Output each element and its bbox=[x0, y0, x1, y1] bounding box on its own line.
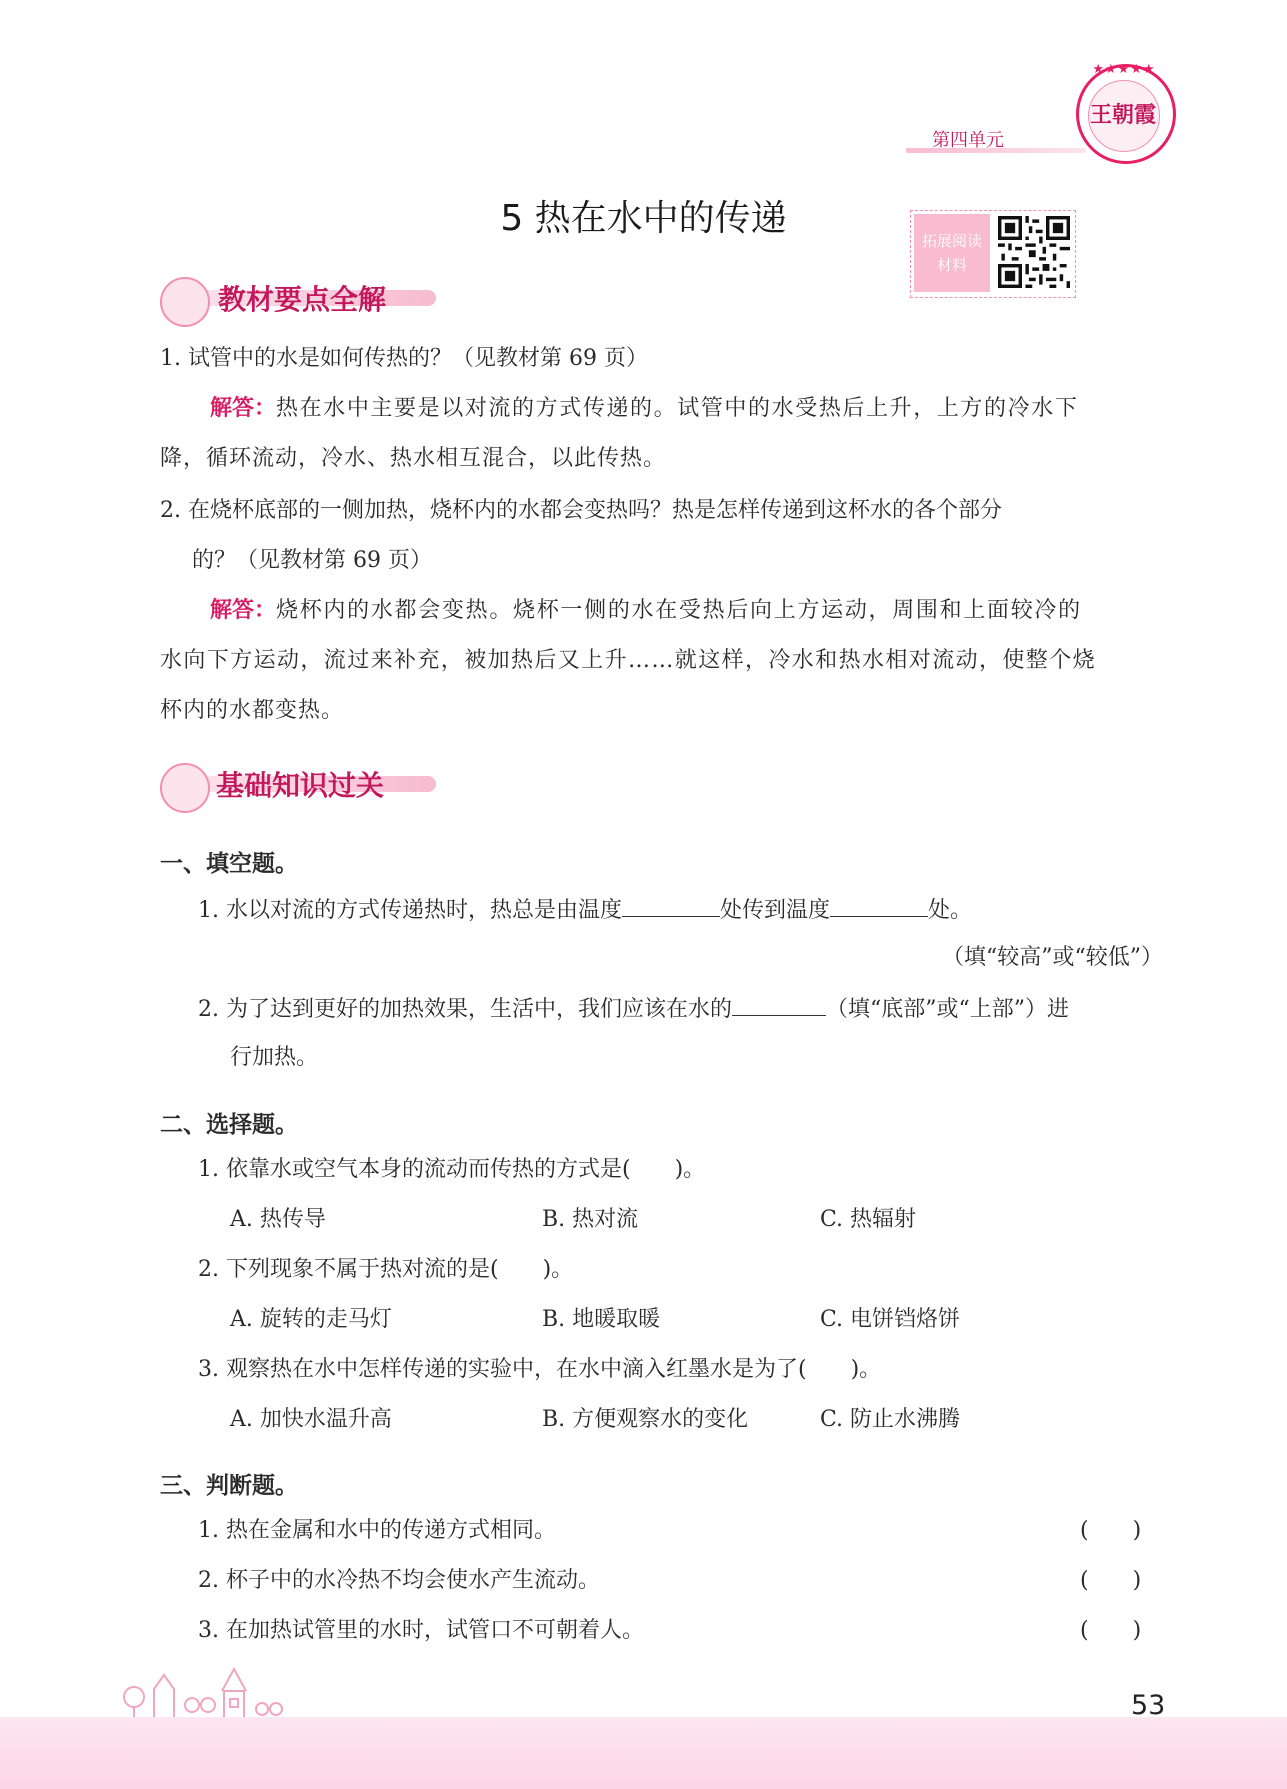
answer-1-line-2: 降，循环流动，冷水、热水相互混合，以此传热。 bbox=[160, 446, 667, 471]
choice-option[interactable]: A. 旋转的走马灯 bbox=[230, 1307, 392, 1332]
fill-question-2 bbox=[198, 993, 1069, 1025]
choice-option[interactable]: C. 防止水沸腾 bbox=[820, 1407, 961, 1432]
unit-label: 第四单元 bbox=[932, 130, 1004, 151]
lesson-title: 5 热在水中的传递 bbox=[500, 198, 787, 239]
fill-question-1 bbox=[198, 894, 972, 926]
judge-item-2: 2. 杯子中的水冷热不均会使水产生流动。 bbox=[198, 1568, 600, 1593]
fill-question-1-hint: （填“较高”或“较低”） bbox=[942, 945, 1163, 970]
choice-heading: 二、选择题。 bbox=[160, 1112, 298, 1138]
judge-item-1: 1. 热在金属和水中的传递方式相同。 bbox=[198, 1518, 556, 1543]
question-1: 1. 试管中的水是如何传热的？（见教材第 69 页） bbox=[160, 346, 648, 371]
section-title-basics: 基础知识过关 bbox=[216, 769, 385, 802]
answer-blank[interactable] bbox=[830, 894, 928, 917]
girl-icon bbox=[160, 763, 210, 813]
fill-question-2-cont: 行加热。 bbox=[230, 1045, 319, 1070]
fill-q2-part-b: （填“底部”或“上部”）进 bbox=[826, 997, 1069, 1022]
qr-label: 拓展阅读材料 bbox=[914, 214, 990, 292]
choice-option[interactable]: C. 电饼铛烙饼 bbox=[820, 1307, 961, 1332]
fill-q1-part-c: 处。 bbox=[928, 898, 973, 923]
owl-icon bbox=[160, 277, 210, 327]
choice-option[interactable]: B. 热对流 bbox=[542, 1207, 639, 1232]
section-title-textbook: 教材要点全解 bbox=[218, 283, 387, 316]
choice-option[interactable]: A. 加快水温升高 bbox=[230, 1407, 392, 1432]
choice-option[interactable]: A. 热传导 bbox=[230, 1207, 326, 1232]
answer-label: 解答： bbox=[210, 598, 277, 623]
fill-q1-part-a: 1. 水以对流的方式传递热时，热总是由温度 bbox=[198, 898, 622, 923]
fill-heading: 一、填空题。 bbox=[160, 851, 298, 877]
choice-question-3: 3. 观察热在水中怎样传递的实验中，在水中滴入红墨水是为了( )。 bbox=[198, 1357, 882, 1382]
choice-question-1: 1. 依靠水或空气本身的流动而传热的方式是( )。 bbox=[198, 1157, 706, 1182]
question-2-line-2: 的？（见教材第 69 页） bbox=[192, 548, 432, 573]
choice-option[interactable]: C. 热辐射 bbox=[820, 1207, 917, 1232]
choice-option[interactable]: B. 方便观察水的变化 bbox=[542, 1407, 749, 1432]
answer-2-text: 烧杯内的水都会变热。烧杯一侧的水在受热后向上方运动，周围和上面较冷的 bbox=[276, 598, 1082, 623]
page-number: 53 bbox=[1131, 1690, 1166, 1721]
answer-2-line-2: 水向下方运动，流过来补充，被加热后又上升……就这样，冷水和热水相对流动，使整个烧 bbox=[160, 648, 1097, 673]
fill-q2-part-a: 2. 为了达到更好的加热效果，生活中，我们应该在水的 bbox=[198, 997, 732, 1022]
choice-option[interactable]: B. 地暖取暖 bbox=[542, 1307, 661, 1332]
answer-2-line-1 bbox=[210, 596, 1082, 626]
answer-1-text: 热在水中主要是以对流的方式传递的。试管中的水受热后上升，上方的冷水下 bbox=[276, 396, 1079, 421]
answer-1-line-1 bbox=[210, 394, 1078, 424]
castle-decoration-icon bbox=[120, 1655, 310, 1717]
star-icon: ★★★★★ bbox=[1092, 62, 1156, 77]
judge-paren[interactable]: ( ) bbox=[1080, 1518, 1142, 1543]
choice-question-2: 2. 下列现象不属于热对流的是( )。 bbox=[198, 1257, 574, 1282]
answer-blank[interactable] bbox=[622, 894, 720, 917]
fill-q1-part-b: 处传到温度 bbox=[720, 898, 831, 923]
footer-band bbox=[0, 1717, 1287, 1789]
judge-paren[interactable]: ( ) bbox=[1080, 1568, 1142, 1593]
answer-blank[interactable] bbox=[732, 993, 826, 1016]
judge-heading: 三、判断题。 bbox=[160, 1473, 298, 1499]
answer-label: 解答： bbox=[210, 396, 277, 421]
publisher-logo-text: 王朝霞 bbox=[1089, 102, 1156, 128]
question-2-line-1: 2. 在烧杯底部的一侧加热，烧杯内的水都会变热吗？热是怎样传递到这杯水的各个部分 bbox=[160, 498, 1002, 523]
judge-item-3: 3. 在加热试管里的水时，试管口不可朝着人。 bbox=[198, 1618, 644, 1643]
answer-2-line-3: 杯内的水都变热。 bbox=[160, 698, 345, 723]
judge-paren[interactable]: ( ) bbox=[1080, 1618, 1142, 1643]
qr-code-icon[interactable] bbox=[998, 216, 1070, 288]
